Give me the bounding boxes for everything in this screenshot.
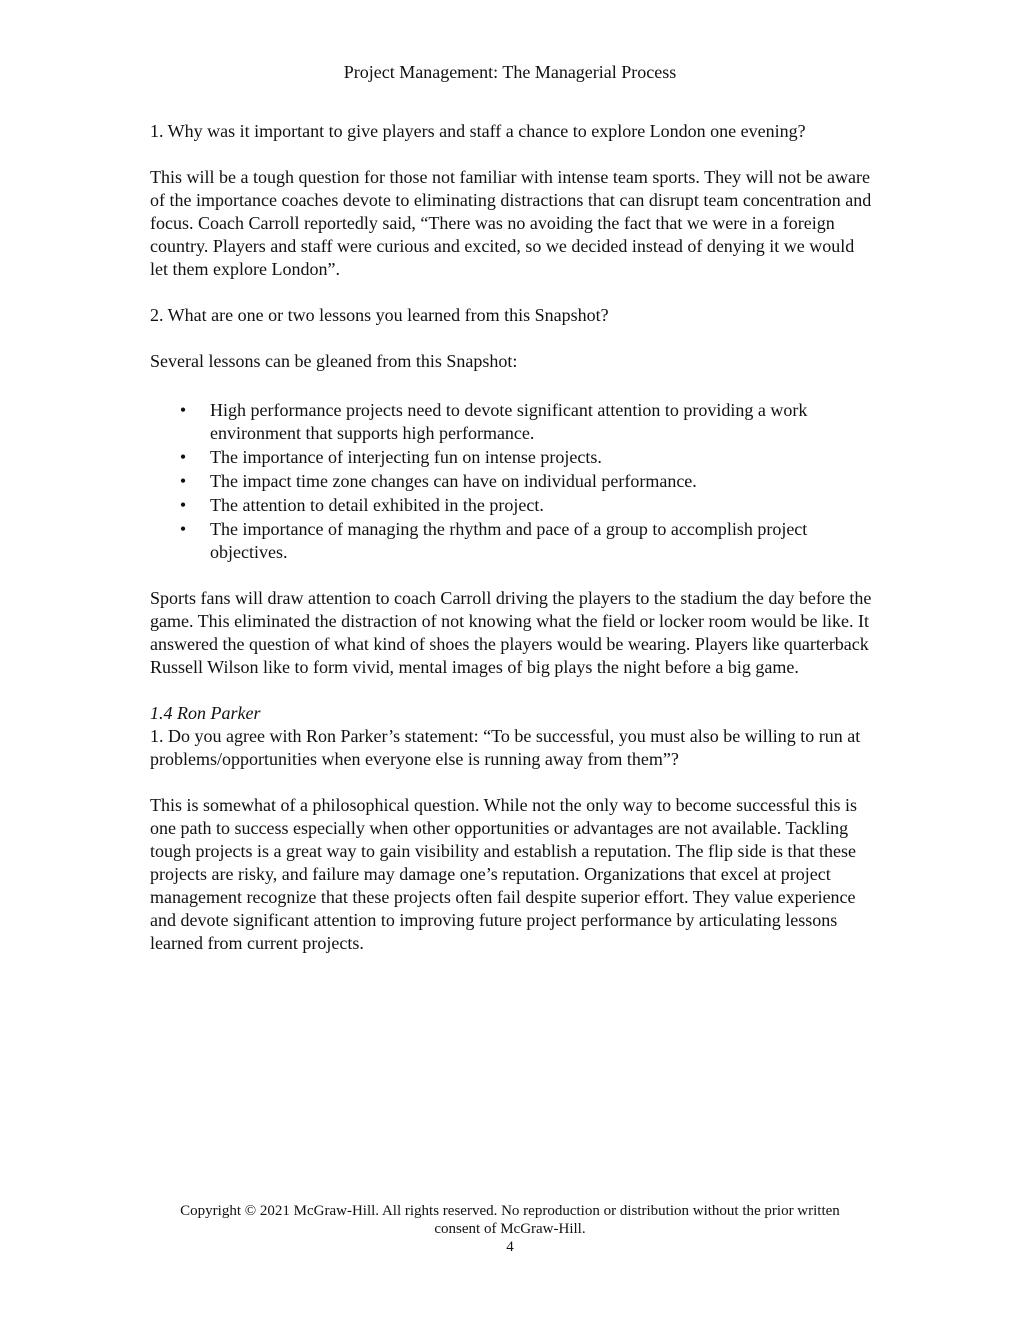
question-1: 1. Why was it important to give players and staff a chance to explore London one evening? <box>150 121 806 141</box>
lesson-text: High performance projects need to devote significant attention to providing a work environment that supports high performance. <box>210 400 808 443</box>
lesson-text: The importance of interjecting fun on intense projects. <box>210 447 602 467</box>
lessons-list <box>150 399 872 564</box>
list-item <box>150 518 872 564</box>
lesson-text: The attention to detail exhibited in the project. <box>210 495 544 515</box>
question-2: 2. What are one or two lessons you learned from this Snapshot? <box>150 305 609 325</box>
list-item <box>150 446 872 469</box>
list-item <box>150 494 872 517</box>
sports-paragraph: Sports fans will draw attention to coach Carroll driving the players to the stadium the day before the game. This eliminated the distraction of not knowing what the field or locker room would be like. It answered the question of what kind of shoes the players would be wearing. Players like quarterback Russell Wilson like to form vivid, mental images of big plays the night before a big game. <box>150 588 872 677</box>
question-3: 1. Do you agree with Ron Parker’s statement: “To be successful, you must also be willing to run at problems/opportunities when everyone else is running away from them”? <box>150 726 861 769</box>
page-body <box>150 120 872 955</box>
lesson-text: The impact time zone changes can have on individual performance. <box>210 471 697 491</box>
section-heading: 1.4 Ron Parker <box>150 703 261 723</box>
page-footer <box>0 1202 1020 1256</box>
running-header: Project Management: The Managerial Process <box>343 62 677 82</box>
bullet-icon: • <box>179 495 187 515</box>
lesson-text: The importance of managing the rhythm and pace of a group to accomplish project objectives. <box>210 519 808 562</box>
bullet-icon: • <box>179 471 187 491</box>
page-number: 4 <box>506 1239 514 1255</box>
copyright-notice: Copyright © 2021 McGraw-Hill. All rights reserved. No reproduction or distribution without the prior written consent of McGraw-Hill. <box>180 1203 840 1237</box>
answer-3: This is somewhat of a philosophical question. While not the only way to become successful this is one path to success especially when other opportunities or advantages are not available. Tackling tough projects is a great way to gain visibility and establish a reputation. The flip side is that these projects are risky, and failure may damage one’s reputation. Organizations that excel at project management recognize that these projects often fail despite superior effort. They value experience and devote significant attention to improving future project performance by articulating lessons learned from current projects. <box>150 795 858 953</box>
list-item <box>150 399 872 445</box>
lessons-intro: Several lessons can be gleaned from this Snapshot: <box>150 351 518 371</box>
bullet-icon: • <box>179 519 187 539</box>
bullet-icon: • <box>179 447 187 467</box>
list-item <box>150 470 872 493</box>
answer-1: This will be a tough question for those not familiar with intense team sports. They will not be aware of the importance coaches devote to eliminating distractions that can disrupt team concentration and focus. Coach Carroll reportedly said, “There was no avoiding the fact that we were in a foreign country. Players and staff were curious and excited, so we decided instead of denying it we would let them explore London”. <box>150 167 872 279</box>
bullet-icon: • <box>179 400 187 420</box>
